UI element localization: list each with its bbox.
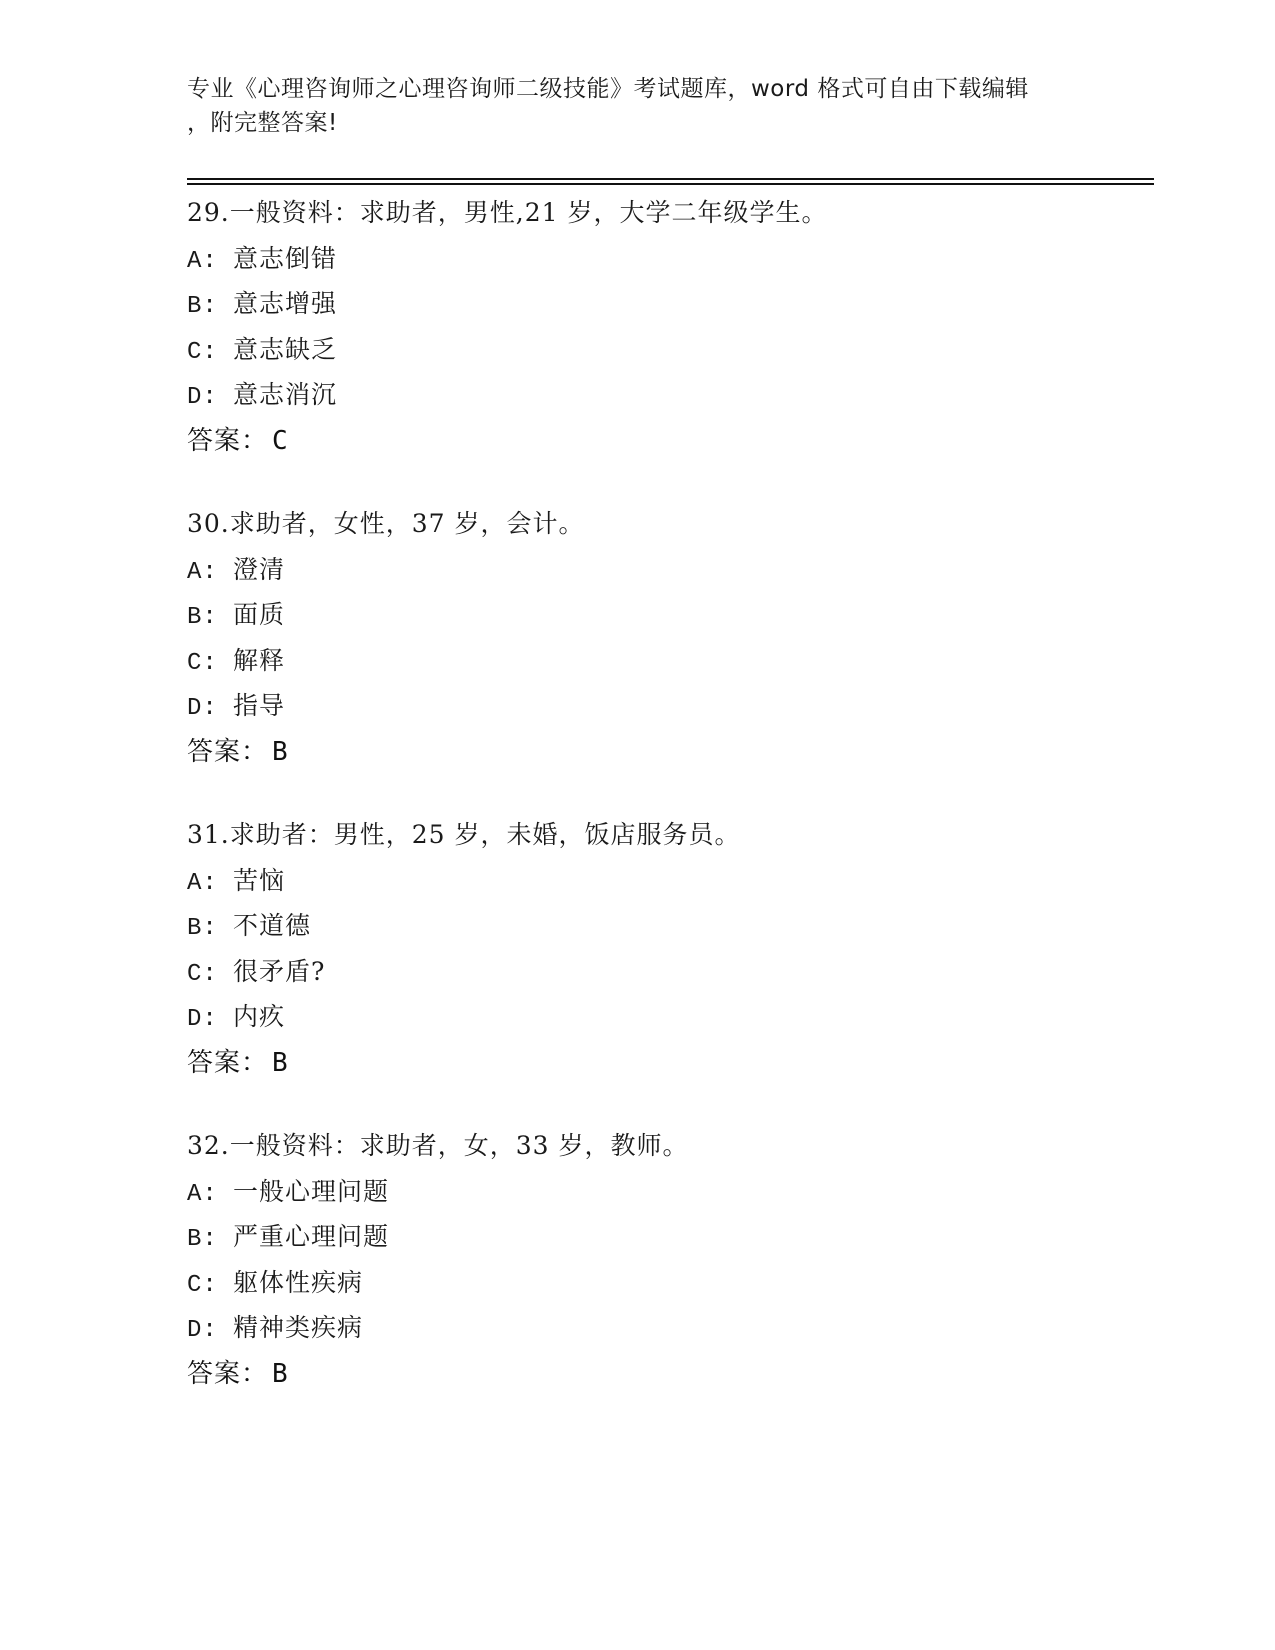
- option-c: [187, 1260, 1147, 1306]
- answer-value: B: [272, 1358, 289, 1389]
- option-b: [187, 1214, 1147, 1260]
- answer-label: 答案：: [187, 1047, 269, 1078]
- option-letter: C:: [187, 960, 218, 988]
- option-letter: C:: [187, 1271, 218, 1299]
- question-31: [187, 812, 1147, 1086]
- option-a: [187, 1169, 1147, 1215]
- answer-value: B: [272, 736, 289, 767]
- option-letter: A:: [187, 1180, 218, 1208]
- option-letter: B:: [187, 1226, 218, 1254]
- option-text: 精神类疾病: [233, 1313, 364, 1343]
- option-letter: D:: [187, 1006, 218, 1034]
- question-stem: 29.一般资料：求助者，男性,21 岁，大学二年级学生。: [187, 198, 828, 227]
- option-text: 躯体性疾病: [233, 1267, 364, 1297]
- option-letter: A:: [187, 558, 218, 586]
- answer-label: 答案：: [187, 1358, 269, 1389]
- option-b: [187, 903, 1147, 949]
- question-stem: 31.求助者：男性，25 岁，未婚，饭店服务员。: [187, 819, 741, 849]
- document-header: [187, 72, 1087, 140]
- option-text: 意志缺乏: [233, 334, 338, 364]
- option-b: [187, 281, 1147, 327]
- option-a: [187, 236, 1147, 282]
- answer-label: 答案：: [187, 425, 269, 456]
- option-a: [187, 858, 1147, 904]
- answer-value: B: [272, 1047, 289, 1078]
- option-d: [187, 994, 1147, 1040]
- question-32: [187, 1123, 1147, 1397]
- option-text: 一般心理问题: [233, 1176, 390, 1206]
- option-b: [187, 592, 1147, 638]
- option-d: [187, 372, 1147, 418]
- option-text: 严重心理问题: [233, 1222, 390, 1252]
- option-d: [187, 683, 1147, 729]
- answer-label: 答案：: [187, 736, 269, 767]
- option-text: 解释: [233, 645, 286, 675]
- question-30: [187, 501, 1147, 775]
- answer-line: [187, 1351, 1147, 1397]
- option-a: [187, 547, 1147, 593]
- option-text: 澄清: [233, 554, 286, 584]
- option-text: 不道德: [233, 911, 312, 941]
- answer-line: [187, 418, 1147, 464]
- question-stem: 30.求助者，女性，37 岁，会计。: [187, 508, 585, 538]
- option-c: [187, 949, 1147, 995]
- header-divider-top: [187, 178, 1154, 180]
- option-text: 面质: [233, 600, 286, 630]
- option-c: [187, 327, 1147, 373]
- answer-line: [187, 729, 1147, 775]
- option-d: [187, 1305, 1147, 1351]
- option-letter: B:: [187, 604, 218, 632]
- option-text: 苦恼: [233, 865, 286, 895]
- option-letter: C:: [187, 649, 218, 677]
- question-stem: 32.一般资料：求助者，女，33 岁，教师。: [187, 1130, 689, 1160]
- header-divider-bottom: [187, 183, 1154, 185]
- header-line-1: 专业《心理咨询师之心理咨询师二级技能》考试题库，word 格式可自由下载编辑: [187, 76, 1029, 102]
- option-letter: B:: [187, 293, 218, 321]
- option-letter: D:: [187, 384, 218, 412]
- option-letter: B:: [187, 915, 218, 943]
- option-c: [187, 638, 1147, 684]
- option-letter: A:: [187, 869, 218, 897]
- option-letter: D:: [187, 1317, 218, 1345]
- header-line-2: ，附完整答案!: [187, 110, 338, 136]
- option-letter: D:: [187, 695, 218, 723]
- option-text: 意志增强: [233, 289, 338, 319]
- option-text: 内疚: [233, 1002, 286, 1032]
- question-list: [187, 190, 1147, 1434]
- answer-line: [187, 1040, 1147, 1086]
- option-text: 很矛盾?: [233, 956, 326, 986]
- option-text: 意志消沉: [233, 380, 338, 410]
- option-letter: A:: [187, 247, 218, 275]
- question-29: [187, 190, 1147, 464]
- option-text: 意志倒错: [233, 243, 338, 273]
- answer-value: C: [272, 425, 289, 456]
- option-text: 指导: [233, 691, 286, 721]
- option-letter: C:: [187, 338, 218, 366]
